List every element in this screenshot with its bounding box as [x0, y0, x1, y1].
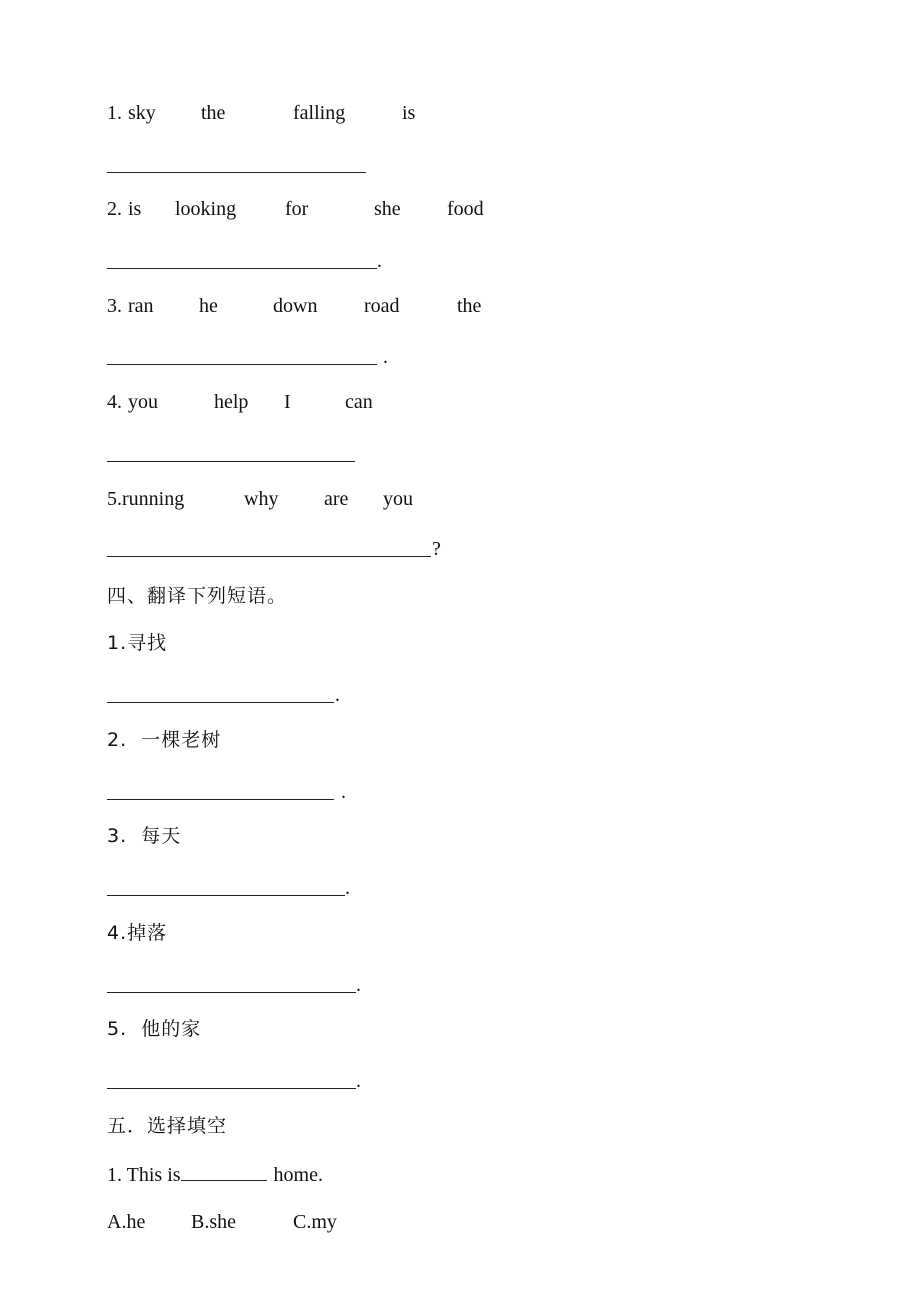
- answer-line-5[interactable]: [107, 537, 467, 561]
- answer-underline[interactable]: [107, 992, 356, 993]
- option-b[interactable]: B.she: [191, 1211, 236, 1233]
- answer-punct: .: [335, 684, 340, 706]
- answer-punct: .: [356, 1070, 361, 1092]
- item-number: 2.: [107, 198, 122, 220]
- answer-underline[interactable]: [107, 799, 334, 800]
- word: ran: [128, 295, 154, 317]
- answer-punct: .: [356, 974, 361, 996]
- item-number: 4.: [107, 391, 122, 413]
- answer-punct: .: [341, 781, 346, 803]
- question-suffix: home.: [268, 1164, 323, 1186]
- word: running: [122, 488, 185, 510]
- translate-item-3: 3. 每天: [107, 825, 182, 847]
- answer-punct: .: [377, 250, 382, 272]
- word: I: [284, 391, 291, 413]
- word: looking: [175, 198, 237, 220]
- word: falling: [293, 102, 346, 124]
- answer-underline[interactable]: [107, 1088, 356, 1089]
- answer-line-2[interactable]: [107, 249, 407, 273]
- answer-punct: ?: [432, 538, 441, 560]
- question-blank[interactable]: [181, 1162, 267, 1181]
- answer-underline[interactable]: [107, 364, 377, 365]
- answer-underline[interactable]: [107, 461, 355, 462]
- word: the: [201, 102, 226, 124]
- word: you: [383, 488, 413, 510]
- word: down: [273, 295, 318, 317]
- mc-question-1: [107, 1162, 323, 1187]
- translate-item-2: 2. 一棵老树: [107, 729, 222, 751]
- word: is: [128, 198, 142, 220]
- translate-answer-5[interactable]: [107, 1069, 407, 1093]
- answer-punct: .: [345, 877, 350, 899]
- translate-item-5: 5. 他的家: [107, 1018, 202, 1040]
- answer-punct: .: [383, 346, 388, 368]
- answer-underline[interactable]: [107, 702, 334, 703]
- word: the: [457, 295, 482, 317]
- word: food: [447, 198, 484, 220]
- translate-answer-3[interactable]: [107, 876, 407, 900]
- word: are: [324, 488, 349, 510]
- option-a[interactable]: A.he: [107, 1211, 146, 1233]
- item-number: 1.: [107, 102, 122, 124]
- word: you: [128, 391, 158, 413]
- translate-answer-4[interactable]: [107, 973, 407, 997]
- section5-heading: 五．选择填空: [107, 1115, 228, 1137]
- word: can: [345, 391, 373, 413]
- answer-line-1[interactable]: [107, 153, 407, 177]
- answer-line-4[interactable]: [107, 442, 407, 466]
- translate-item-1: 1.寻找: [107, 632, 168, 654]
- word: why: [244, 488, 279, 510]
- word: is: [402, 102, 416, 124]
- answer-underline[interactable]: [107, 556, 431, 557]
- word: sky: [128, 102, 156, 124]
- answer-underline[interactable]: [107, 172, 366, 173]
- item-number: 5.: [107, 488, 122, 510]
- word: help: [214, 391, 249, 413]
- translate-item-4: 4.掉落: [107, 922, 168, 944]
- translate-answer-2[interactable]: [107, 780, 407, 804]
- item-number: 3.: [107, 295, 122, 317]
- question-prefix: 1. This is: [107, 1164, 181, 1186]
- word: road: [364, 295, 400, 317]
- answer-line-3[interactable]: [107, 345, 407, 369]
- translate-answer-1[interactable]: [107, 683, 407, 707]
- answer-underline[interactable]: [107, 895, 345, 896]
- answer-underline[interactable]: [107, 268, 377, 269]
- word: he: [199, 295, 218, 317]
- option-c[interactable]: C.my: [293, 1211, 337, 1233]
- section4-heading: 四、翻译下列短语。: [107, 585, 288, 607]
- word: for: [285, 198, 309, 220]
- word: she: [374, 198, 401, 220]
